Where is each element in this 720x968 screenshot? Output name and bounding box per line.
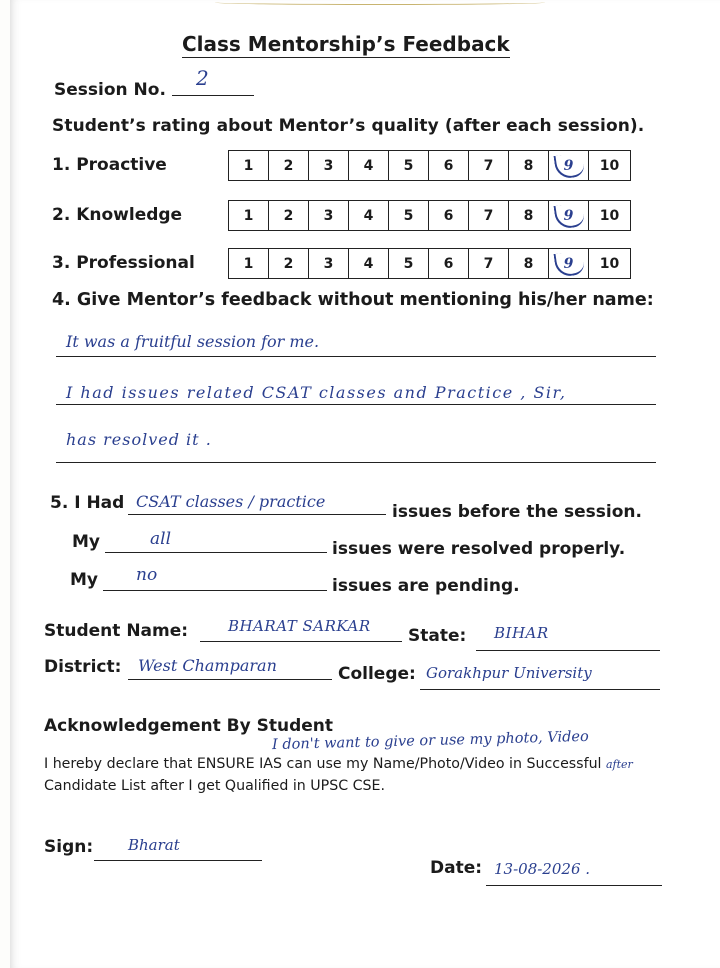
rating-cell[interactable] (389, 151, 429, 181)
rating-number: 2 (283, 255, 294, 272)
rating-number: 9 (563, 157, 574, 174)
q4-text-2: I had issues related CSAT classes and Practice , Sir, (66, 383, 567, 402)
session-label: Session No. (54, 80, 166, 100)
rating-cell[interactable] (349, 249, 389, 279)
rating-number: 1 (243, 255, 254, 272)
state-label: State: (408, 626, 467, 646)
rating-number: 6 (443, 207, 454, 224)
ack-heading: Acknowledgement By Student (44, 716, 333, 736)
pending-prefix: My (70, 570, 98, 590)
rating-cell[interactable] (349, 201, 389, 231)
form-title: Class Mentorship’s Feedback (182, 32, 510, 56)
q5-suffix: issues before the session. (392, 502, 642, 522)
rating-number: 8 (523, 255, 534, 272)
rating-cell[interactable] (269, 201, 309, 231)
feedback-form-page (10, 0, 720, 968)
pending-suffix: issues are pending. (332, 576, 520, 596)
rating-number: 3 (323, 157, 334, 174)
date-value: 13-08-2026 . (494, 860, 591, 878)
rating-number: 10 (599, 207, 620, 224)
rating-number: 5 (403, 157, 414, 174)
criterion-label: 1. Proactive (52, 155, 167, 175)
q4-line-3 (56, 461, 656, 463)
rating-cell[interactable] (349, 151, 389, 181)
rating-number: 8 (523, 207, 534, 224)
rating-number: 1 (243, 207, 254, 224)
selected-mark (553, 250, 585, 278)
sign-label: Sign: (44, 837, 94, 857)
district-line (128, 678, 332, 680)
q4-text-3: has resolved it . (66, 430, 212, 449)
rating-number: 7 (483, 255, 494, 272)
ack-text-line-1: I hereby declare that ENSURE IAS can use my Name/Photo/Video in Successful (44, 756, 602, 772)
rating-cell[interactable] (229, 201, 269, 231)
selected-mark (553, 152, 585, 180)
student-name-value: BHARAT SARKAR (228, 617, 371, 635)
rating-number: 2 (283, 157, 294, 174)
rating-number: 3 (323, 207, 334, 224)
student-name-label: Student Name: (44, 621, 189, 641)
sign-line (94, 859, 262, 861)
q4-text-1: It was a fruitful session for me. (66, 332, 320, 351)
ack-handwritten-after: after (606, 758, 633, 771)
college-label: College: (338, 664, 416, 684)
pending-line (103, 589, 327, 591)
rating-number: 5 (403, 255, 414, 272)
rating-scale (228, 150, 631, 181)
rating-number: 10 (599, 157, 620, 174)
rating-number: 2 (283, 207, 294, 224)
rating-number: 4 (363, 255, 374, 272)
rating-number: 1 (243, 157, 254, 174)
criterion-label: 2. Knowledge (52, 205, 183, 225)
rating-heading: Student’s rating about Mentor’s quality (after each session). (52, 116, 645, 136)
college-value: Gorakhpur University (426, 664, 592, 682)
rating-scale (228, 248, 631, 279)
rating-cell[interactable] (309, 249, 349, 279)
date-label: Date: (430, 858, 483, 878)
session-value: 2 (196, 66, 209, 90)
rating-cell[interactable] (429, 249, 469, 279)
rating-cell[interactable] (469, 201, 509, 231)
rating-cell[interactable] (269, 249, 309, 279)
rating-cell[interactable] (509, 151, 549, 181)
rating-cell[interactable] (509, 249, 549, 279)
rating-number: 5 (403, 207, 414, 224)
resolved-line (105, 551, 327, 553)
student-name-line (200, 640, 402, 642)
signature: Bharat (128, 836, 180, 854)
q5-line (128, 513, 386, 515)
college-line (420, 688, 660, 690)
resolved-prefix: My (72, 532, 100, 552)
rating-cell[interactable] (229, 249, 269, 279)
rating-number: 6 (443, 255, 454, 272)
state-value: BIHAR (494, 624, 549, 642)
rating-number: 10 (599, 255, 620, 272)
pending-value: no (136, 565, 158, 585)
rating-number: 4 (363, 207, 374, 224)
rating-cell[interactable] (589, 201, 631, 231)
q4-label: 4. Give Mentor’s feedback without mentioning his/her name: (52, 290, 654, 310)
rating-cell[interactable] (389, 201, 429, 231)
resolved-suffix: issues were resolved properly. (332, 539, 626, 559)
q4-line-1 (56, 355, 656, 357)
rating-cell[interactable] (429, 201, 469, 231)
rating-cell[interactable] (309, 201, 349, 231)
ack-handwritten-note: I don't want to give or use my photo, Video (271, 728, 589, 754)
q5-value: CSAT classes / practice (136, 492, 326, 511)
rating-cell[interactable] (549, 201, 589, 231)
q5-label: 5. I Had (50, 493, 125, 513)
resolved-value: all (150, 529, 172, 549)
rating-cell[interactable] (269, 151, 309, 181)
rating-number: 3 (323, 255, 334, 272)
rating-number: 9 (563, 207, 574, 224)
rating-cell[interactable] (509, 201, 549, 231)
session-line (172, 94, 254, 96)
rating-number: 7 (483, 207, 494, 224)
rating-number: 9 (563, 255, 574, 272)
rating-number: 6 (443, 157, 454, 174)
rating-cell[interactable] (469, 151, 509, 181)
rating-number: 8 (523, 157, 534, 174)
top-edge-line (215, 0, 545, 5)
rating-number: 4 (363, 157, 374, 174)
ack-text-line-2: Candidate List after I get Qualified in UPSC CSE. (44, 778, 386, 794)
rating-cell[interactable] (589, 249, 631, 279)
rating-cell[interactable] (229, 151, 269, 181)
state-line (476, 649, 660, 651)
date-line (486, 884, 662, 886)
rating-cell[interactable] (389, 249, 429, 279)
rating-cell[interactable] (469, 249, 509, 279)
rating-number: 7 (483, 157, 494, 174)
rating-scale (228, 200, 631, 231)
district-label: District: (44, 657, 122, 677)
criterion-label: 3. Professional (52, 253, 195, 273)
q4-line-2 (56, 403, 656, 405)
rating-cell[interactable] (549, 151, 589, 181)
rating-cell[interactable] (549, 249, 589, 279)
rating-cell[interactable] (429, 151, 469, 181)
selected-mark (553, 202, 585, 230)
rating-cell[interactable] (309, 151, 349, 181)
district-value: West Champaran (138, 656, 277, 675)
rating-cell[interactable] (589, 151, 631, 181)
